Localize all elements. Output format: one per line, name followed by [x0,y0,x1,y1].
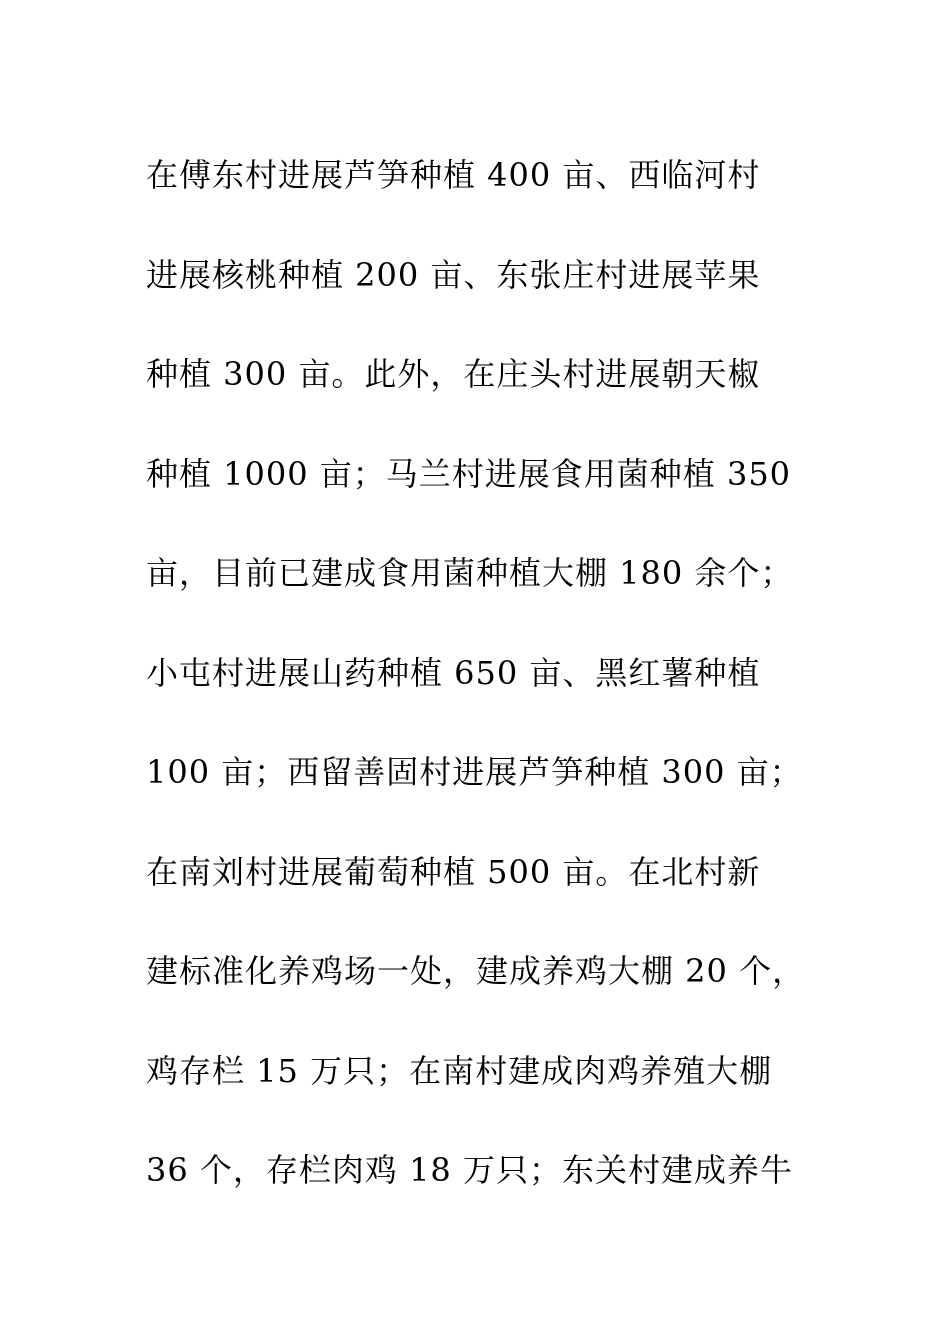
text-line: 小屯村进展山药种植 650 亩、黑红薯种植 [146,653,761,692]
text-line: 在南刘村进展葡萄种植 500 亩。在北村新 [146,852,761,891]
text-line: 亩，目前已建成食用菌种植大棚 180 余个； [146,554,794,592]
text-line: 36 个，存栏肉鸡 18 万只；东关村建成养牛 [146,1151,793,1189]
text-line: 种植 1000 亩；马兰村进展食用菌种植 350 [146,454,792,493]
text-line: 进展核桃种植 200 亩、东张庄村进展苹果 [146,255,761,294]
text-line: 在傅东村进展芦笋种植 400 亩、西临河村 [146,156,761,194]
body-paragraph [146,126,846,1221]
text-line: 种植 300 亩。此外，在庄头村进展朝天椒 [146,355,761,393]
text-line: 建标准化养鸡场一处，建成养鸡大棚 20 个， [146,952,806,990]
text-line: 100 亩；西留善固村进展芦笋种植 300 亩； [146,753,803,791]
text-line: 鸡存栏 15 万只；在南村建成肉鸡养殖大棚 [146,1051,773,1090]
